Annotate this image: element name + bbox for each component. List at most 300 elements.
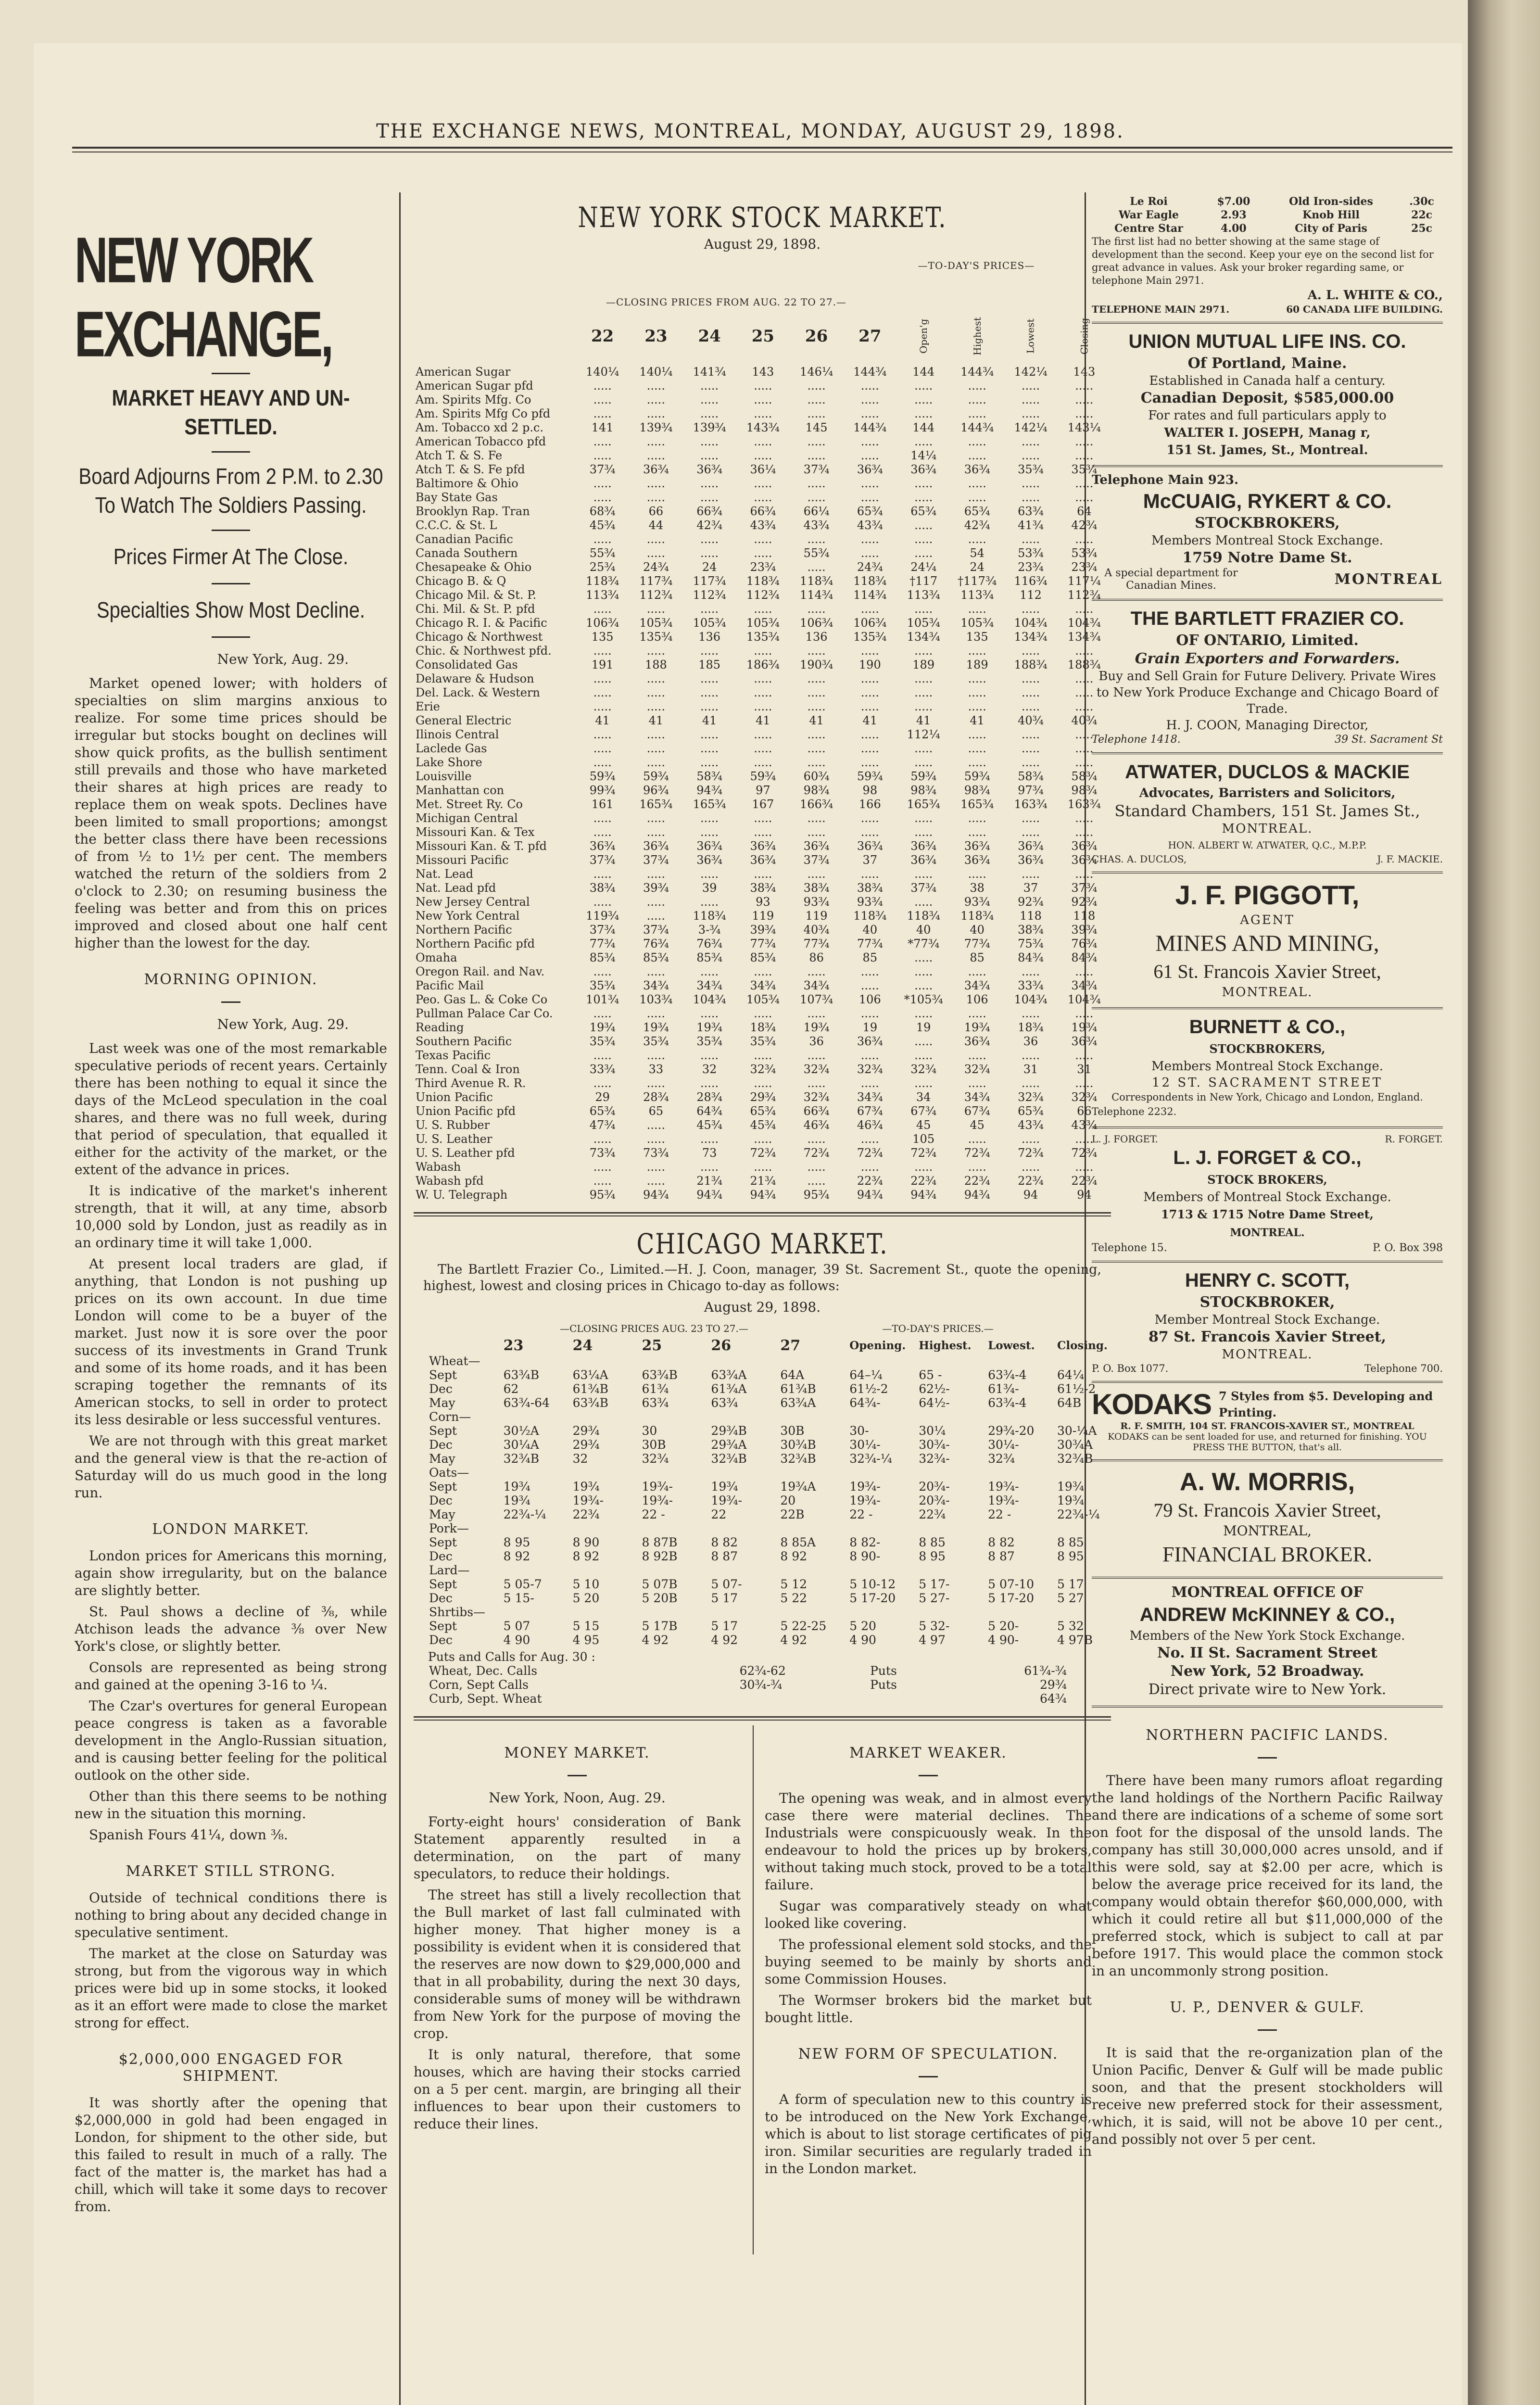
table-cell: Puts: [870, 1664, 897, 1678]
table-row: [428, 1521, 1111, 1535]
table-row: [428, 1605, 1111, 1619]
today-label: —TO-DAY'S PRICES—: [918, 260, 1035, 271]
table-cell: 43¾: [1018, 1118, 1044, 1132]
table-cell: 46¾: [803, 1118, 830, 1132]
table-cell: .....: [968, 392, 986, 406]
table-cell: .....: [1021, 532, 1040, 546]
stock-name: Louisville: [416, 769, 472, 783]
table-cell: .....: [646, 1048, 665, 1062]
table-cell: [641, 1466, 710, 1480]
table-cell: .....: [1021, 699, 1040, 713]
table-cell: 165¾: [960, 797, 994, 811]
table-cell: 36: [809, 1034, 824, 1048]
column-right: [1092, 190, 1443, 2152]
table-cell: .....: [1075, 602, 1094, 616]
ad-subtitle: Advocates, Barristers and Solicitors,: [1139, 786, 1396, 800]
table-cell: 118: [1020, 909, 1042, 923]
table-row: [428, 1535, 1111, 1549]
table-cell: 112¼: [907, 727, 940, 741]
table-cell: .....: [754, 602, 772, 616]
table-cell: 85¾: [696, 950, 723, 964]
table-cell: .....: [754, 1160, 772, 1174]
ad-text: 151 St. James, St., Montreal.: [1166, 443, 1368, 457]
table-cell: 4 97B: [1057, 1633, 1093, 1647]
table-cell: .....: [754, 406, 772, 420]
stock-name: Met. Street Ry. Co: [416, 797, 523, 811]
table-cell: [987, 1605, 1056, 1619]
table-cell: 19¾-: [988, 1480, 1019, 1494]
table-cell: [779, 1605, 848, 1619]
ad-text: H. J. COON, Managing Director,: [1166, 718, 1369, 733]
table-cell: .....: [1021, 406, 1040, 420]
table-row: [428, 1452, 1111, 1466]
ad-text: 61 St. Francois Xavier Street,: [1153, 961, 1381, 982]
table-cell: 25c: [1411, 222, 1433, 235]
table-cell: [987, 1354, 1056, 1368]
puts-title: Puts and Calls for Aug. 30 :: [428, 1650, 595, 1664]
table-cell: .....: [914, 1034, 933, 1048]
ad-footer: [1092, 567, 1443, 592]
table-cell: 4 97: [919, 1633, 946, 1647]
ad-text: MONTREAL.: [1222, 985, 1313, 1000]
table-cell: 144¾: [960, 365, 994, 379]
table-cell: .....: [700, 671, 719, 685]
table-row: [414, 602, 1111, 616]
table-cell: 36: [1023, 1034, 1038, 1048]
ad-footer: [1092, 853, 1443, 865]
table-cell: 30¾A: [1057, 1438, 1093, 1452]
table-row: [414, 490, 1111, 504]
stock-name: Chesapeake & Ohio: [416, 560, 532, 574]
table-cell: .....: [914, 867, 933, 881]
table-cell: .....: [754, 685, 772, 699]
table-cell: .....: [700, 546, 719, 560]
table-cell: 34¾: [643, 978, 669, 992]
table-cell: 14¼: [910, 448, 937, 462]
table-cell: 40: [862, 923, 878, 937]
table-cell: 5 07-10: [988, 1577, 1035, 1591]
table-cell: .....: [646, 867, 665, 881]
table-cell: 105¾: [907, 616, 940, 630]
table-cell: 72¾: [910, 1146, 937, 1160]
table-row: [414, 504, 1111, 518]
table-cell: 61¾-¾: [1024, 1664, 1067, 1678]
table-cell: 5 20B: [642, 1591, 678, 1605]
commodity-label: Pork—: [429, 1521, 469, 1535]
ad-text: Member Montreal Stock Exchange.: [1154, 1313, 1380, 1327]
table-cell: .....: [593, 825, 612, 839]
table-cell: City of Paris: [1295, 222, 1367, 235]
table-cell: 3-¾: [698, 923, 721, 937]
table-row: [414, 755, 1111, 769]
table-cell: .....: [807, 755, 826, 769]
table-cell: .....: [1021, 741, 1040, 755]
table-cell: .....: [807, 644, 826, 658]
mining-footer: [1092, 304, 1443, 315]
table-cell: .....: [646, 699, 665, 713]
section-heading: MARKET WEAKER.: [849, 1745, 1007, 1761]
dateline: New York, Aug. 29.: [217, 1016, 349, 1032]
ad-text: MINES AND MINING,: [1155, 931, 1379, 956]
stock-name: Nat. Lead pfd: [416, 881, 496, 895]
table-cell: 36¾: [1018, 853, 1044, 867]
table-cell: .....: [1075, 671, 1094, 685]
table-row: [414, 699, 1111, 713]
table-cell: [779, 1410, 848, 1424]
table-cell: 32¾B: [711, 1452, 747, 1466]
table-cell: 144¾: [853, 365, 887, 379]
table-cell: 29¾A: [711, 1438, 747, 1452]
table-cell: 65¾: [1018, 1104, 1044, 1118]
stock-name: Texas Pacific: [416, 1048, 491, 1062]
table-cell: .....: [1021, 434, 1040, 448]
divider: [568, 1775, 587, 1776]
table-cell: 8 92: [780, 1549, 808, 1563]
table-cell: .....: [968, 1006, 986, 1020]
table-cell: 19¾: [572, 1480, 600, 1494]
table-cell: 41: [595, 713, 610, 727]
commodity-label: Sept: [429, 1424, 457, 1438]
table-cell: 19¾: [711, 1480, 738, 1494]
table-row: [414, 727, 1111, 741]
table-cell: [779, 1466, 848, 1480]
table-cell: .....: [914, 644, 933, 658]
table-cell: .....: [754, 964, 772, 978]
table-cell: 22c: [1411, 209, 1433, 221]
table-cell: .....: [1021, 671, 1040, 685]
table-cell: 118¾: [907, 909, 940, 923]
table-cell: 161: [591, 797, 614, 811]
ad-row: [1092, 1388, 1443, 1421]
table-row: [414, 1076, 1111, 1090]
dateline: New York, Noon, Aug. 29.: [489, 1790, 666, 1806]
commodity-label: May: [429, 1452, 455, 1466]
table-cell: 63¾A: [780, 1396, 816, 1410]
table-cell: 38: [970, 881, 985, 895]
table-cell: 75¾: [1018, 937, 1044, 950]
table-cell: .....: [646, 1076, 665, 1090]
commodity-label: Sept: [429, 1480, 457, 1494]
table-cell: .....: [754, 741, 772, 755]
table-cell: .....: [860, 448, 879, 462]
table-cell: 146¼: [800, 365, 833, 379]
table-cell: 29¾: [572, 1424, 600, 1438]
table-cell: 5 07: [503, 1619, 530, 1633]
table-row: [428, 1549, 1111, 1563]
table-cell: .....: [860, 825, 879, 839]
table-cell: .....: [646, 406, 665, 420]
table-cell: .....: [754, 644, 772, 658]
table-row: [414, 937, 1111, 950]
table-cell: 63¾A: [711, 1368, 747, 1382]
table-cell: .....: [968, 434, 986, 448]
table-cell: 19¾-: [849, 1494, 881, 1507]
table-cell: 135: [966, 630, 988, 644]
table-cell: [779, 1521, 848, 1535]
table-cell: 43¾: [750, 518, 776, 532]
table-cell: .....: [968, 448, 986, 462]
table-cell: 36¾: [1071, 839, 1098, 853]
table-cell: 98: [862, 783, 878, 797]
table-cell: 65¾: [910, 504, 937, 518]
table-cell: .....: [593, 406, 612, 420]
table-cell: .....: [1075, 755, 1094, 769]
table-cell: .....: [860, 532, 879, 546]
stock-name: American Sugar pfd: [416, 379, 533, 392]
table-row: [414, 518, 1111, 532]
table-cell: 72¾: [750, 1146, 776, 1160]
table-cell: .....: [968, 532, 986, 546]
table-cell: [710, 1410, 779, 1424]
ad-title: J. F. PIGGOTT,: [1175, 880, 1360, 910]
ad-text: 12 ST. SACRAMENT STREET: [1151, 1076, 1383, 1090]
table-cell: 30B: [780, 1424, 805, 1438]
table-cell: .....: [968, 476, 986, 490]
table-cell: 62¾-62: [739, 1664, 786, 1678]
ad-text: Telephone 15.: [1092, 1242, 1167, 1254]
table-cell: 143¾: [746, 420, 780, 434]
table-cell: 143¼: [1067, 420, 1101, 434]
ad-title: ATWATER, DUCLOS & MACKIE: [1125, 761, 1410, 783]
table-cell: .....: [860, 1006, 879, 1020]
table-cell: .....: [1075, 811, 1094, 825]
table-cell: 41: [862, 713, 878, 727]
table-cell: 30¼: [919, 1424, 946, 1438]
table-cell: Puts: [870, 1678, 897, 1692]
table-cell: 32¾-: [919, 1452, 950, 1466]
subheadline: Board Adjourns From 2 P.M. to 2.30 To Watch The Soldiers Passing.: [78, 464, 383, 518]
table-cell: .....: [860, 392, 879, 406]
table-cell: 37¾: [1071, 881, 1098, 895]
table-cell: 98¾: [964, 783, 990, 797]
table-cell: [710, 1521, 779, 1535]
table-cell: 45¾: [589, 518, 616, 532]
table-row: [428, 1382, 1111, 1396]
table-cell: 136: [805, 630, 828, 644]
table-cell: 36¾: [803, 839, 830, 853]
table-cell: .....: [646, 1006, 665, 1020]
table-cell: 36¾: [1071, 1034, 1098, 1048]
table-cell: .....: [593, 490, 612, 504]
table-cell: .....: [1075, 406, 1094, 420]
table-cell: 112: [1020, 588, 1042, 602]
table-cell: 22¾: [1018, 1174, 1044, 1188]
table-cell: 104¾: [1014, 992, 1048, 1006]
bartlett-frazier-ad: [1092, 601, 1443, 754]
table-cell: .....: [914, 685, 933, 699]
table-cell: .....: [646, 379, 665, 392]
stock-name: Consolidated Gas: [416, 658, 518, 671]
table-cell: .....: [860, 476, 879, 490]
table-row: [414, 1132, 1111, 1146]
ad-subtitle: OF ONTARIO, Limited.: [1176, 632, 1359, 649]
table-cell: .....: [968, 1048, 986, 1062]
table-cell: 144: [912, 365, 935, 379]
table-cell: 36¾: [1018, 839, 1044, 853]
table-cell: 36¾: [964, 1034, 990, 1048]
table-cell: 53¾: [1018, 546, 1044, 560]
table-cell: .....: [860, 1076, 879, 1090]
table-cell: .....: [860, 1132, 879, 1146]
table-cell: Centre Star: [1114, 222, 1183, 235]
table-cell: [710, 1354, 779, 1368]
table-cell: .....: [646, 490, 665, 504]
ad-text: Direct private wire to New York.: [1148, 1681, 1387, 1698]
table-cell: 144¾: [960, 420, 994, 434]
table-cell: 113¾: [960, 588, 994, 602]
table-cell: .....: [968, 1132, 986, 1146]
table-cell: 118¾: [853, 574, 887, 588]
table-cell: Knob Hill: [1302, 209, 1360, 221]
table-cell: 36¾: [1071, 853, 1098, 867]
table-cell: 36¾: [857, 462, 883, 476]
table-cell: 64A: [780, 1368, 805, 1382]
table-cell: .....: [1075, 699, 1094, 713]
table-cell: 116¾: [1014, 574, 1048, 588]
table-cell: 44: [648, 518, 664, 532]
table-cell: .....: [860, 1048, 879, 1062]
commodity-label: May: [429, 1396, 455, 1410]
table-row: [414, 434, 1111, 448]
table-cell: 72¾: [803, 1146, 830, 1160]
column-divider: [753, 1725, 754, 2254]
table-header-cell: 24: [572, 1337, 593, 1354]
table-cell: .....: [914, 755, 933, 769]
table-row: [1092, 222, 1443, 235]
table-cell: 61¾: [642, 1382, 669, 1396]
divider: [1258, 1757, 1277, 1759]
table-cell: 19: [862, 1020, 878, 1034]
table-cell: 5 17-: [919, 1577, 950, 1591]
table-cell: 63¼A: [572, 1368, 608, 1382]
stock-name: Chicago R. I. & Pacific: [416, 616, 547, 630]
table-row: [414, 978, 1111, 992]
table-cell: .....: [807, 532, 826, 546]
ad-title: UNION MUTUAL LIFE INS. CO.: [1128, 331, 1406, 352]
table-cell: .....: [593, 811, 612, 825]
table-cell: 190¾: [800, 658, 833, 671]
table-cell: 19¾-: [642, 1480, 673, 1494]
table-cell: 134¾: [1014, 630, 1048, 644]
table-cell: 94¾: [910, 1188, 937, 1202]
chicago-table: [428, 1337, 1111, 1647]
table-cell: 188: [644, 658, 667, 671]
table-cell: 62½-: [919, 1382, 950, 1396]
table-cell: 36¾: [910, 839, 937, 853]
table-cell: 92¾: [1018, 895, 1044, 909]
table-cell: 95¾: [803, 1188, 830, 1202]
table-cell: 66¾: [696, 504, 723, 518]
ad-names: [1092, 1133, 1443, 1145]
table-cell: .....: [807, 560, 826, 574]
table-cell: 167: [752, 797, 774, 811]
table-cell: .....: [860, 727, 879, 741]
table-cell: 37¾: [589, 923, 616, 937]
table-cell: .....: [968, 406, 986, 420]
ad-text: Grain Exporters and Forwarders.: [1135, 650, 1400, 667]
table-cell: .....: [1021, 476, 1040, 490]
table-cell: .....: [646, 895, 665, 909]
table-cell: 119: [805, 909, 828, 923]
section-heading: LONDON MARKET.: [152, 1521, 310, 1538]
commodity-label: Sept: [429, 1368, 457, 1382]
table-cell: 35¾: [696, 1034, 723, 1048]
table-cell: .....: [914, 1006, 933, 1020]
table-cell: .....: [860, 755, 879, 769]
table-cell: 45: [970, 1118, 985, 1132]
chicago-intro: The Bartlett Frazier Co., Limited.—H. J. Coon, manager, 39 St. Sacrement St., quote the opening, highest, lowest and closing prices in Chicago to-day as follows:: [423, 1262, 1101, 1293]
table-cell: 39¾: [643, 881, 669, 895]
table-cell: 32¾B: [503, 1452, 540, 1466]
table-row: [428, 1466, 1111, 1480]
table-cell: 30-: [849, 1424, 869, 1438]
commodity-label: Dec: [429, 1494, 453, 1507]
table-cell: .....: [807, 434, 826, 448]
table-cell: 105¾: [960, 616, 994, 630]
article-paragraph: The market at the close on Saturday was strong, but from the vigorous way in which prices were bid up in some stocks, it looked as it an effort were made to close the market strong for effect.: [75, 1946, 387, 2031]
table-cell: .....: [700, 867, 719, 881]
table-row: [428, 1507, 1111, 1521]
table-cell: .....: [593, 685, 612, 699]
table-cell: 139¾: [693, 420, 726, 434]
table-cell: 8 92: [503, 1549, 530, 1563]
table-cell: 94¾: [857, 1188, 883, 1202]
table-cell: 37¾: [643, 853, 669, 867]
table-cell: 8 92: [572, 1549, 600, 1563]
table-cell: 8 82-: [849, 1535, 881, 1549]
table-cell: .....: [1021, 490, 1040, 504]
table-cell: 8 87B: [642, 1535, 678, 1549]
table-row: [428, 1577, 1111, 1591]
table-cell: .....: [593, 727, 612, 741]
table-cell: .....: [646, 811, 665, 825]
table-cell: .....: [646, 685, 665, 699]
table-cell: .....: [968, 602, 986, 616]
morris-ad: [1092, 1461, 1443, 1579]
table-cell: .....: [593, 476, 612, 490]
article-paragraph: Consols are represented as being strong and gained at the opening 3-16 to ¼.: [75, 1659, 387, 1693]
table-cell: [918, 1521, 987, 1535]
article-paragraph: We are not through with this great market and the general view is that the re-action of Saturday will do us much good in the long run.: [75, 1433, 387, 1501]
table-cell: [572, 1466, 641, 1480]
table-cell: 135¾: [639, 630, 673, 644]
table-cell: 31: [1023, 1062, 1038, 1076]
article-paragraph: The street has still a lively recollection that the Bull market of last fall culminated with higher money. That higher money is a possibility is evident when it is considered that the reserves are now down to $29,000,000 and that in all probability, during the next 30 days, considerable sums of money will be withdrawn from New York for the purpose of moving the crop.: [414, 1887, 741, 2041]
table-cell: .....: [700, 811, 719, 825]
table-cell: 19¾: [964, 1020, 990, 1034]
money-market-article: [414, 1725, 741, 2137]
table-row: [414, 574, 1111, 588]
table-cell: 65¾: [589, 1104, 616, 1118]
table-cell: 185: [698, 658, 721, 671]
table-cell: .....: [754, 1048, 772, 1062]
table-header-cell: Lowest.: [988, 1339, 1035, 1352]
table-cell: .....: [914, 602, 933, 616]
table-cell: 41: [702, 713, 717, 727]
table-cell: 4 95: [572, 1633, 600, 1647]
table-cell: 135¾: [853, 630, 887, 644]
table-cell: 64¾: [696, 1104, 723, 1118]
table-cell: 43¾: [803, 518, 830, 532]
ad-text: 39 St. Sacrament St: [1335, 734, 1443, 746]
table-row: [414, 1048, 1111, 1062]
table-cell: .....: [646, 727, 665, 741]
table-cell: 8 85: [1057, 1535, 1084, 1549]
column-left: [75, 190, 387, 2219]
stock-name: Nat. Lead: [416, 867, 474, 881]
table-cell: 41: [809, 713, 824, 727]
article-paragraph: The Czar's overtures for general European peace congress is taken as a favorable development in the Anglo-Russian situation, and is causing better feeling for the political outlook on the other side.: [75, 1698, 387, 1783]
